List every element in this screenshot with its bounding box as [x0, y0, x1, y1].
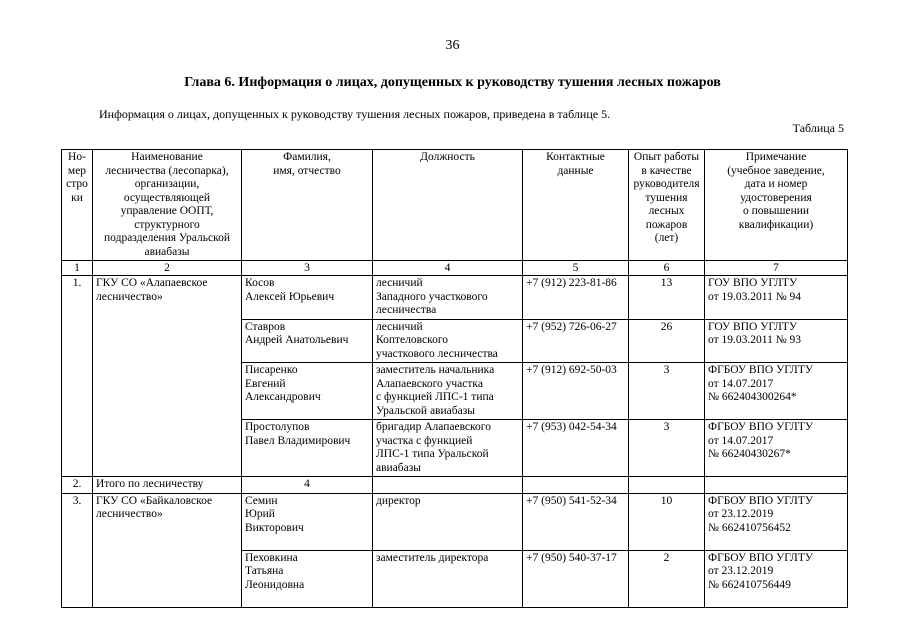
header-position: Должность	[373, 150, 523, 261]
person-note: ФГБОУ ВПО УГЛТУ от 23.12.2019 № 662410756452	[705, 493, 848, 550]
column-number: 6	[629, 261, 705, 276]
person-phone: +7 (912) 692-50-03	[523, 363, 629, 420]
total-count: 4	[242, 477, 373, 494]
empty-cell	[523, 477, 629, 494]
persons-table	[61, 149, 848, 608]
organization-cell: ГКУ СО «Байкаловское лесничество»	[93, 493, 242, 607]
person-name: Семин Юрий Викторович	[242, 493, 373, 550]
person-experience: 26	[629, 319, 705, 363]
person-experience: 3	[629, 420, 705, 477]
person-phone: +7 (952) 726-06-27	[523, 319, 629, 363]
person-phone: +7 (950) 541-52-34	[523, 493, 629, 550]
person-position: лесничий Коптеловского участкового лесничества	[373, 319, 523, 363]
header-organization: Наименование лесничества (лесопарка), организации, осуществляющей управление ООПТ, структурного подразделения Уральской авиабазы	[93, 150, 242, 261]
intro-text: Информация о лицах, допущенных к руководству тушения лесных пожаров, приведена в таблице 5.	[99, 107, 611, 121]
page-number: 36	[445, 38, 460, 53]
person-position: заместитель начальника Алапаевского участка с функцией ЛПС-1 типа Уральской авиабазы	[373, 363, 523, 420]
person-name: Писаренко Евгений Александрович	[242, 363, 373, 420]
total-row	[62, 477, 848, 494]
header-row-number: Но- мер стро ки	[62, 150, 93, 261]
row-number: 1.	[62, 276, 93, 477]
table-label: Таблица 5	[792, 121, 844, 135]
person-name: Ставров Андрей Анатольевич	[242, 319, 373, 363]
person-position: бригадир Алапаевского участка с функцией ЛПС-1 типа Уральской авиабазы	[373, 420, 523, 477]
person-note: ФГБОУ ВПО УГЛТУ от 23.12.2019 № 662410756449	[705, 550, 848, 607]
column-number: 2	[93, 261, 242, 276]
person-note: ФГБОУ ВПО УГЛТУ от 14.07.2017 № 66240430267*	[705, 420, 848, 477]
header-note: Примечание (учебное заведение, дата и номер удостоверения о повышении квалификации)	[705, 150, 848, 261]
person-position: лесничий Западного участкового лесничества	[373, 276, 523, 320]
column-number: 1	[62, 261, 93, 276]
person-position: заместитель директора	[373, 550, 523, 607]
person-name: Косов Алексей Юрьевич	[242, 276, 373, 320]
column-number: 7	[705, 261, 848, 276]
row-number: 2.	[62, 477, 93, 494]
header-full-name: Фамилия, имя, отчество	[242, 150, 373, 261]
column-number: 5	[523, 261, 629, 276]
column-number-row	[62, 261, 848, 276]
person-phone: +7 (912) 223-81-86	[523, 276, 629, 320]
chapter-title: Глава 6. Информация о лицах, допущенных к руководству тушения лесных пожаров	[184, 75, 721, 90]
table-row	[62, 276, 848, 320]
person-experience: 10	[629, 493, 705, 550]
person-name: Простолупов Павел Владимирович	[242, 420, 373, 477]
organization-cell: ГКУ СО «Алапаевское лесничество»	[93, 276, 242, 477]
person-experience: 2	[629, 550, 705, 607]
total-label: Итого по лесничеству	[93, 477, 242, 494]
header-experience: Опыт работы в качестве руководителя тушения лесных пожаров (лет)	[629, 150, 705, 261]
person-position: директор	[373, 493, 523, 550]
empty-cell	[373, 477, 523, 494]
person-experience: 13	[629, 276, 705, 320]
person-note: ФГБОУ ВПО УГЛТУ от 14.07.2017 № 662404300264*	[705, 363, 848, 420]
table-header-row	[62, 150, 848, 261]
row-number: 3.	[62, 493, 93, 607]
person-note: ГОУ ВПО УГЛТУ от 19.03.2011 № 94	[705, 276, 848, 320]
header-contacts: Контактные данные	[523, 150, 629, 261]
column-number: 3	[242, 261, 373, 276]
person-phone: +7 (950) 540-37-17	[523, 550, 629, 607]
person-name: Пеховкина Татьяна Леонидовна	[242, 550, 373, 607]
person-note: ГОУ ВПО УГЛТУ от 19.03.2011 № 93	[705, 319, 848, 363]
column-number: 4	[373, 261, 523, 276]
empty-cell	[629, 477, 705, 494]
table-row	[62, 493, 848, 550]
person-phone: +7 (953) 042-54-34	[523, 420, 629, 477]
empty-cell	[705, 477, 848, 494]
person-experience: 3	[629, 363, 705, 420]
